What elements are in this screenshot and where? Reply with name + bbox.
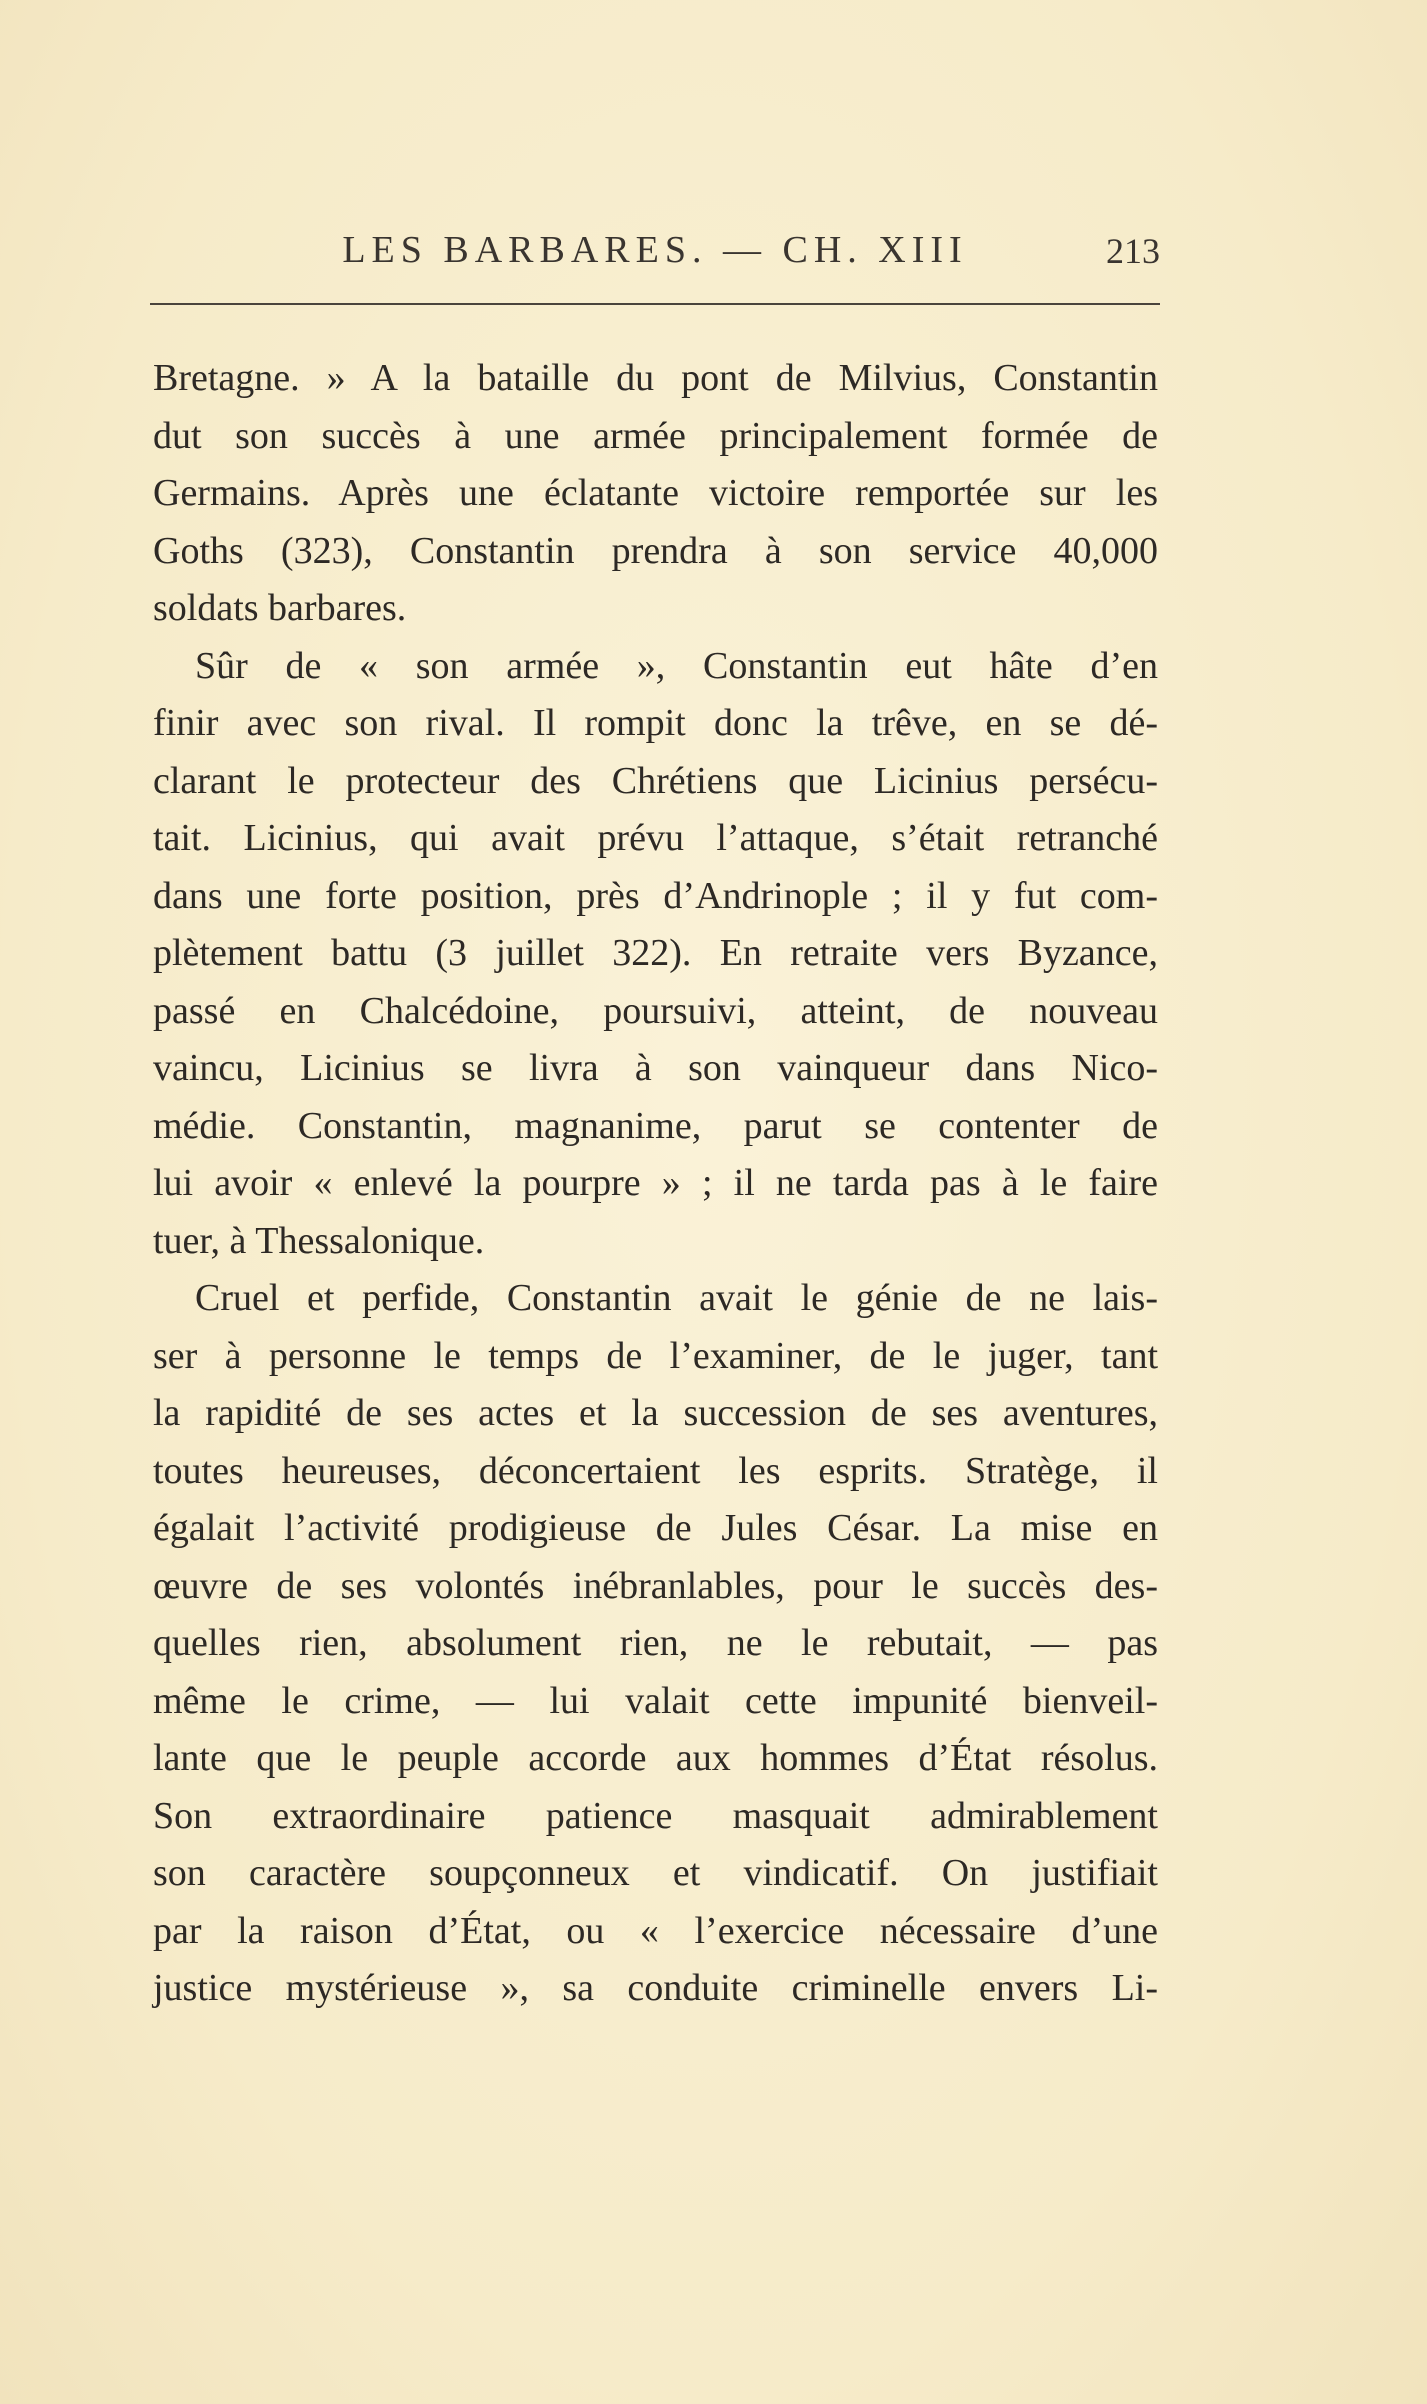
text-line: justice mystérieuse », sa conduite criminelle envers Li- xyxy=(153,1967,1158,2009)
text-line: quelles rien, absolument rien, ne le rebutait, — pas xyxy=(153,1622,1158,1664)
text-line: plètement battu (3 juillet 322). En retraite vers Byzance, xyxy=(153,932,1158,974)
text-line: Germains. Après une éclatante victoire remportée sur les xyxy=(153,472,1158,514)
text-line: lante que le peuple accorde aux hommes d’État résolus. xyxy=(153,1737,1158,1779)
text-line: son caractère soupçonneux et vindicatif. On justifiait xyxy=(153,1852,1158,1894)
text-line: dans une forte position, près d’Andrinople ; il y fut com- xyxy=(153,874,1158,917)
text-line: toutes heureuses, déconcertaient les esprits. Stratège, il xyxy=(153,1449,1158,1492)
text-line: vaincu, Licinius se livra à son vainqueur dans Nico- xyxy=(153,1047,1158,1089)
running-title: LES BARBARES. — CH. XIII xyxy=(342,229,968,271)
page-number: 213 xyxy=(1106,231,1160,271)
paragraph-first-line: Cruel et perfide, Constantin avait le génie de ne lais- xyxy=(195,1277,1158,1319)
text-line: lui avoir « enlevé la pourpre » ; il ne tarda pas à le faire xyxy=(153,1162,1158,1204)
body-text xyxy=(153,350,1158,2018)
paragraph-first-line: Sûr de « son armée », Constantin eut hâte d’en xyxy=(195,644,1158,687)
text-line: clarant le protecteur des Chrétiens que Licinius persécu- xyxy=(153,759,1158,802)
text-line: Bretagne. » A la bataille du pont de Milvius, Constantin xyxy=(153,357,1158,399)
text-line: finir avec son rival. Il rompit donc la trêve, en se dé- xyxy=(153,702,1158,744)
running-head xyxy=(150,228,1160,288)
text-line: œuvre de ses volontés inébranlables, pour le succès des- xyxy=(153,1564,1158,1607)
text-line: tait. Licinius, qui avait prévu l’attaque, s’était retranché xyxy=(153,817,1158,859)
text-line: Goths (323), Constantin prendra à son service 40,000 xyxy=(153,529,1158,572)
text-line: soldats barbares. xyxy=(153,587,407,629)
text-line: passé en Chalcédoine, poursuivi, atteint, de nouveau xyxy=(153,989,1158,1032)
text-line: Son extraordinaire patience masquait admirablement xyxy=(153,1794,1158,1837)
text-line: même le crime, — lui valait cette impunité bienveil- xyxy=(153,1679,1158,1722)
header-rule xyxy=(150,303,1160,305)
text-line: égalait l’activité prodigieuse de Jules César. La mise en xyxy=(153,1507,1158,1549)
text-line: tuer, à Thessalonique. xyxy=(153,1219,485,1262)
text-line: la rapidité de ses actes et la succession de ses aventures, xyxy=(153,1392,1158,1434)
text-line: par la raison d’État, ou « l’exercice nécessaire d’une xyxy=(153,1909,1158,1952)
text-line: dut son succès à une armée principalement formée de xyxy=(153,414,1158,457)
text-line: ser à personne le temps de l’examiner, de le juger, tant xyxy=(153,1334,1158,1377)
text-line: médie. Constantin, magnanime, parut se contenter de xyxy=(153,1104,1158,1147)
